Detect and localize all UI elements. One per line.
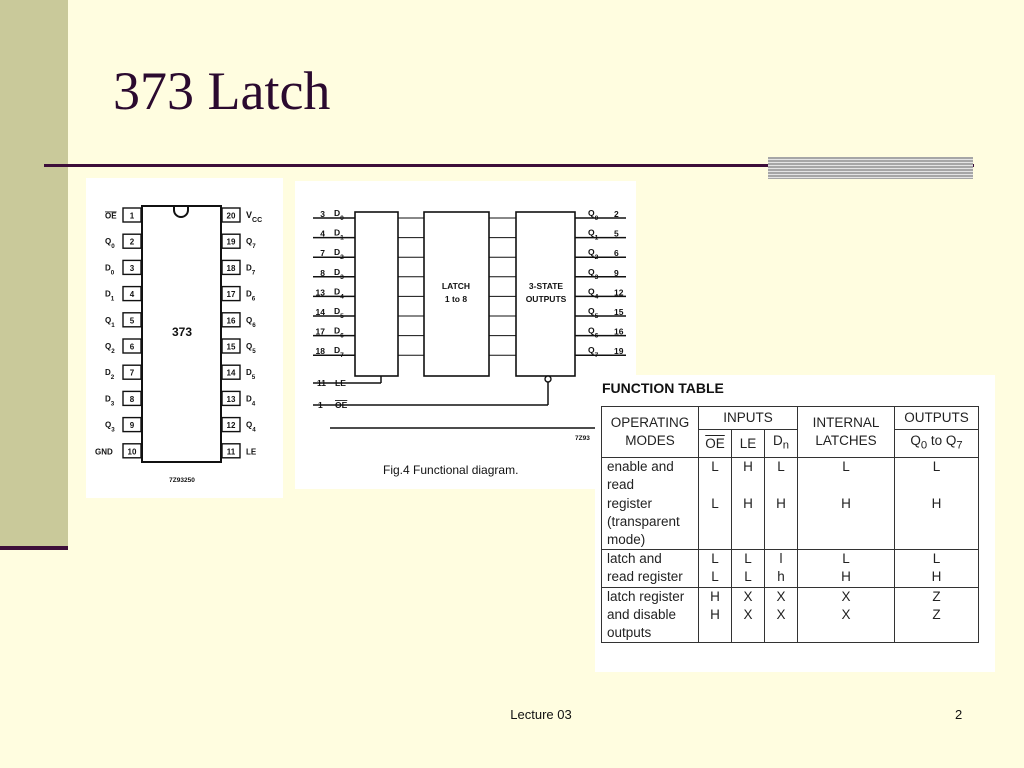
header-le: LE bbox=[732, 430, 765, 458]
pin-number: 1 bbox=[129, 211, 135, 221]
oe-pin-number: 1 bbox=[318, 400, 323, 410]
pin-number: 4 bbox=[129, 290, 135, 300]
pin-label: $D_5$ bbox=[246, 368, 256, 381]
pin-number: 17 bbox=[226, 290, 236, 300]
function-table bbox=[601, 406, 979, 643]
pin-number: 13 bbox=[226, 394, 236, 404]
output-label: $Q_0$ bbox=[588, 208, 599, 222]
function-table-title: FUNCTION TABLE bbox=[602, 380, 724, 396]
mode-cell: latch register and disable outputs bbox=[602, 587, 699, 643]
pin-number: 19 bbox=[226, 237, 236, 247]
mode-cell: latch and read register bbox=[602, 550, 699, 587]
pin-number: 18 bbox=[226, 263, 236, 273]
input-pin-number: 7 bbox=[320, 248, 325, 259]
pin-label: $V_{CC}$ bbox=[246, 210, 263, 224]
pin-label: $Q_4$ bbox=[246, 420, 256, 434]
input-label: $D_1$ bbox=[334, 227, 344, 242]
pin-label: $D_1$ bbox=[105, 289, 115, 303]
input-pin-number: 8 bbox=[320, 267, 325, 278]
le-cell: X X bbox=[732, 587, 765, 643]
latch-cell: X X bbox=[798, 587, 895, 643]
header-internal-latches: INTERNAL LATCHES bbox=[798, 407, 895, 458]
le-cell: H H bbox=[732, 458, 765, 550]
output-pin-number: 9 bbox=[614, 267, 619, 278]
pin-number: 10 bbox=[127, 447, 137, 457]
input-buffer-block bbox=[355, 212, 398, 376]
input-label: $D_4$ bbox=[334, 286, 344, 300]
pin-label: GND bbox=[95, 447, 113, 457]
function-table-panel bbox=[595, 375, 995, 672]
pin-label: $Q_7$ bbox=[246, 237, 256, 250]
output-label: $Q_4$ bbox=[588, 286, 599, 300]
pin-number: 9 bbox=[129, 421, 135, 431]
pin-label: $Q_2$ bbox=[105, 342, 115, 355]
pin-label: $Q_1$ bbox=[105, 315, 115, 329]
output-block-label-line2: OUTPUTS bbox=[525, 294, 567, 304]
oe-label: OE bbox=[335, 400, 348, 410]
le-pin-number: 11 bbox=[317, 378, 326, 388]
functional-diagram bbox=[295, 181, 636, 489]
header-dn: $D_n$ bbox=[765, 430, 798, 458]
slide-title: 373 Latch bbox=[113, 61, 331, 121]
pin-number: 5 bbox=[129, 316, 135, 326]
pin-label: $D_4$ bbox=[246, 394, 256, 407]
functional-caption: Fig.4 Functional diagram. bbox=[383, 463, 519, 477]
latch-cell: L H bbox=[798, 458, 895, 550]
latch-block-label-line2: 1 to 8 bbox=[444, 294, 468, 304]
output-block-label-line1: 3-STATE bbox=[528, 281, 564, 291]
pin-number: 7 bbox=[129, 368, 135, 378]
output-pin-number: 2 bbox=[614, 209, 619, 219]
header-outputs: OUTPUTS bbox=[895, 407, 979, 430]
mode-cell: enable and read register (transparent mode) bbox=[602, 458, 699, 550]
header-operating-modes: OPERATING MODES bbox=[602, 407, 699, 458]
output-pin-number: 15 bbox=[614, 307, 624, 317]
output-label: $Q_2$ bbox=[588, 247, 599, 261]
pin-number: 11 bbox=[226, 447, 236, 457]
pin-number: 20 bbox=[226, 211, 236, 221]
output-pin-number: 19 bbox=[614, 346, 624, 357]
input-label: $D_5$ bbox=[334, 306, 344, 320]
chip-notch bbox=[174, 206, 188, 217]
header-q-range: $Q_0$ to $Q_7$ bbox=[895, 430, 979, 458]
output-cell: L H bbox=[895, 550, 979, 587]
table-row bbox=[602, 587, 979, 643]
pin-number: 12 bbox=[226, 421, 236, 431]
accent-bar bbox=[768, 157, 973, 179]
input-pin-number: 14 bbox=[315, 307, 325, 317]
dn-cell: l h bbox=[765, 550, 798, 587]
output-pin-number: 16 bbox=[614, 326, 624, 337]
output-cell: L H bbox=[895, 458, 979, 550]
pin-label: $D_2$ bbox=[105, 368, 115, 381]
table-row bbox=[602, 458, 979, 550]
pin-number: 15 bbox=[226, 342, 236, 352]
dn-cell: L H bbox=[765, 458, 798, 550]
dn-cell: X X bbox=[765, 587, 798, 643]
left-decorative-band bbox=[0, 0, 68, 548]
output-label: $Q_1$ bbox=[588, 227, 599, 242]
input-label: $D_3$ bbox=[334, 266, 344, 281]
left-band-divider bbox=[0, 546, 68, 550]
input-label: $D_0$ bbox=[334, 208, 344, 222]
pin-label: $D_6$ bbox=[246, 289, 256, 303]
input-pin-number: 18 bbox=[315, 346, 325, 357]
pin-label: $Q_6$ bbox=[246, 315, 256, 329]
pin-number: 6 bbox=[129, 342, 135, 352]
input-label: $D_6$ bbox=[334, 325, 344, 340]
pin-label: $Q_3$ bbox=[105, 420, 115, 434]
input-pin-number: 17 bbox=[315, 326, 325, 337]
latch-cell: L H bbox=[798, 550, 895, 587]
diagram-code-fragment: 7Z93 bbox=[575, 435, 590, 442]
output-cell: Z Z bbox=[895, 587, 979, 643]
input-pin-number: 13 bbox=[315, 287, 325, 298]
pin-number: 16 bbox=[226, 316, 236, 326]
le-cell: L L bbox=[732, 550, 765, 587]
pin-number: 2 bbox=[129, 237, 135, 247]
oe-inverter-bubble bbox=[545, 376, 551, 382]
oe-cell: H H bbox=[699, 587, 732, 643]
table-row bbox=[602, 550, 979, 587]
input-label: $D_7$ bbox=[334, 345, 344, 359]
chip-label: 373 bbox=[171, 325, 193, 339]
header-inputs: INPUTS bbox=[699, 407, 798, 430]
pin-number: 3 bbox=[129, 263, 135, 273]
footer-lecture: Lecture 03 bbox=[510, 707, 572, 722]
pin-number: 8 bbox=[129, 394, 135, 404]
pinout-code: 7Z93250 bbox=[169, 477, 195, 484]
input-pin-number: 4 bbox=[320, 228, 325, 239]
pin-label: LE bbox=[246, 447, 257, 457]
output-label: $Q_5$ bbox=[588, 306, 599, 320]
output-label: $Q_6$ bbox=[588, 325, 599, 340]
oe-cell: L L bbox=[699, 550, 732, 587]
pin-label: OE bbox=[105, 211, 117, 221]
oe-cell: L L bbox=[699, 458, 732, 550]
header-oe: $\overline{OE}$ bbox=[699, 430, 732, 458]
pin-label: $Q_5$ bbox=[246, 342, 256, 355]
pin-label: $D_3$ bbox=[105, 394, 115, 407]
input-label: $D_2$ bbox=[334, 247, 344, 261]
output-label: $Q_3$ bbox=[588, 266, 599, 281]
output-label: $Q_7$ bbox=[588, 345, 599, 359]
output-pin-number: 5 bbox=[614, 228, 619, 239]
pinout-diagram bbox=[86, 178, 283, 498]
footer-page-number: 2 bbox=[955, 707, 963, 722]
pin-label: $D_0$ bbox=[105, 263, 115, 276]
pin-label: $D_7$ bbox=[246, 263, 256, 276]
input-pin-number: 3 bbox=[320, 209, 325, 219]
latch-block-label-line1: LATCH bbox=[441, 281, 471, 291]
pin-number: 14 bbox=[226, 368, 236, 378]
le-label: LE bbox=[335, 378, 346, 388]
output-pin-number: 6 bbox=[614, 248, 619, 259]
pin-label: $Q_0$ bbox=[105, 237, 115, 250]
output-pin-number: 12 bbox=[614, 287, 624, 298]
